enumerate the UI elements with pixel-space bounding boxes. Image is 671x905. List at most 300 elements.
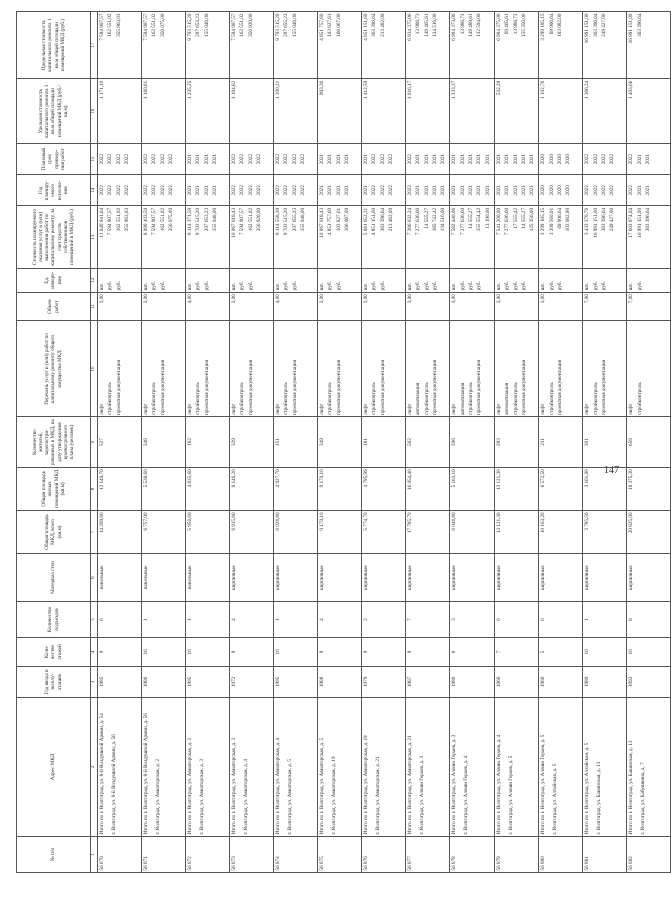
row-years-line: 2021 xyxy=(512,185,519,196)
row-years-line: 2022 xyxy=(159,185,166,196)
row-deadlines-line: 2021 xyxy=(423,153,430,165)
row-number: 56 874 xyxy=(274,837,318,873)
column-index-cell: 5 xyxy=(91,602,98,638)
row-works-line: стройконтроль xyxy=(548,382,555,415)
row-works-line: проектная документация xyxy=(601,359,608,415)
row-max-costs-line: 6 904 375,06 xyxy=(495,13,502,41)
row-works-line: стройконтроль xyxy=(371,382,378,415)
row-costs-line: 14 555,27 xyxy=(520,207,527,229)
row-units-line: руб. xyxy=(504,281,511,291)
row-deadlines xyxy=(627,144,671,175)
row-years xyxy=(450,175,494,206)
row-costs-line: 5 061 652,21 xyxy=(363,207,369,236)
row-year: 1979 xyxy=(362,666,406,697)
row-deadlines-line: 2022 xyxy=(283,153,290,165)
row-years-line: 2021 xyxy=(636,185,643,196)
row-years xyxy=(318,175,362,206)
row-living-area: 5 538,60 xyxy=(142,467,186,510)
row-works xyxy=(318,321,362,417)
row-floors: 9 xyxy=(230,638,274,667)
row-works-line: лифт xyxy=(143,403,149,415)
row-total-area: 20 825,00 xyxy=(627,510,671,553)
row-max-costs-line: 162 551,02 xyxy=(107,13,114,37)
row-units-line: руб. xyxy=(636,281,643,291)
row-years-line: 2021 xyxy=(529,185,536,196)
row-works-line: лифт xyxy=(363,403,369,415)
row-costs-line: 7 277 636,60 xyxy=(459,207,466,236)
row-costs-line: 7 277 636,60 xyxy=(504,207,511,236)
row-living-area: 3 161,00 xyxy=(583,467,627,510)
column-index-cell: 7 xyxy=(91,510,98,553)
row-max-costs-line: 4 851 151,60 xyxy=(363,13,369,41)
row-volume: 3,00 xyxy=(406,292,450,321)
address-line: Итого по г. Волгоград, ул. Бакинская, д. 13 xyxy=(628,740,635,835)
row-deadlines-line: 2020 xyxy=(565,153,572,165)
row-years-line: 2022 xyxy=(247,185,254,196)
row-living-area: 16 054,40 xyxy=(406,467,450,510)
row-year: 1989 xyxy=(583,666,627,697)
address-line: г. Волгоград, ул. Алтайская, д. 5 xyxy=(552,763,559,835)
row-unit-cost: 1 300,21 xyxy=(274,79,318,144)
row-units xyxy=(98,268,142,292)
row-deadlines-line: 2022 xyxy=(291,153,298,165)
row-deadlines-line: 2021 xyxy=(319,153,325,165)
row-deadlines-line: 2021 xyxy=(484,153,491,165)
row-works-line: проектная документация xyxy=(379,359,386,415)
row-years-line: 2022 xyxy=(371,185,378,196)
row-unit-cost: 1 016,17 xyxy=(406,79,450,144)
header-year-deadline: Плановый срок проведе-ния работ xyxy=(17,144,91,175)
row-works-line: лифт xyxy=(99,403,105,415)
row-max-costs xyxy=(274,12,318,79)
row-costs xyxy=(230,206,274,268)
address-line: Итого по г. Волгоград, ул. 8-й Воздушной Армии, д. 56 xyxy=(143,713,149,835)
row-deadlines-line: 2021 xyxy=(451,153,458,165)
row-max-costs xyxy=(98,12,142,79)
row-works-line: лифт xyxy=(187,403,193,415)
row-deadlines-line: 2022 xyxy=(601,153,608,165)
row-max-costs-line: 363 396,64 xyxy=(371,13,378,37)
row-costs xyxy=(539,206,583,268)
address-line: г. Волгоград, ул. Авиаторская, д. 19 xyxy=(331,756,337,835)
row-wall-material: панельные xyxy=(186,554,230,602)
row-max-costs xyxy=(539,12,583,79)
row-units xyxy=(406,268,450,292)
row-deadlines-line: 2021 xyxy=(440,153,447,165)
row-years xyxy=(98,175,142,206)
row-years-line: 2021 xyxy=(363,185,369,196)
row-max-costs-line: 355 963,03 xyxy=(115,13,122,37)
row-address xyxy=(142,697,186,836)
row-max-costs-line: 363 396,64 xyxy=(636,13,643,37)
row-costs xyxy=(98,206,142,268)
row-deadlines-line: 2022 xyxy=(151,153,158,165)
row-entrances: 4 xyxy=(318,602,362,638)
row-year: 1972 xyxy=(230,666,274,697)
row-address xyxy=(494,697,538,836)
row-residents: 329 xyxy=(230,417,274,467)
row-wall-material: кирпичные xyxy=(450,554,494,602)
row-deadlines xyxy=(539,144,583,175)
row-works-line: стройконтроль xyxy=(283,382,290,415)
address-line: Итого по г. Волгоград, ул. Алеши Гераев, д. 4 xyxy=(495,734,502,835)
row-years-line: 2022 xyxy=(601,185,608,196)
row-works-line: стройконтроль xyxy=(423,382,430,415)
row-deadlines-line: 2022 xyxy=(239,153,246,165)
row-living-area: 5 163,10 xyxy=(450,467,494,510)
row-deadlines-line: 2021 xyxy=(468,153,475,165)
row-wall-material: кирпичные xyxy=(230,554,274,602)
row-deadlines-line: 2020 xyxy=(548,153,555,165)
row-wall-material: кирпичные xyxy=(274,554,318,602)
row-deadlines-line: 2021 xyxy=(529,153,536,165)
address-line: Итого по г. Волгоград, ул. Авиаторская, д. 4 xyxy=(275,737,281,835)
row-units-line: руб. xyxy=(371,281,378,291)
row-years-line: 2021 xyxy=(645,185,652,196)
row-living-area: 18 375,30 xyxy=(627,467,671,510)
row-deadlines-line: 2021 xyxy=(211,153,218,165)
row-units-line: руб. xyxy=(601,281,608,291)
row-works-line: проектная документация xyxy=(431,359,438,415)
row-units-line: руб. xyxy=(459,281,466,291)
row-costs-line: 17 603 974,64 xyxy=(628,207,635,238)
row-address xyxy=(627,697,671,836)
row-units-line: руб. xyxy=(335,281,342,291)
row-costs-line: 13 040 941,64 xyxy=(99,207,105,238)
header-unit: Ед. измере-ния xyxy=(17,268,91,292)
address-line: г. Волгоград, ул. 8-й Воздушной Армии, д. 56 xyxy=(111,734,117,835)
row-years-line: 2022 xyxy=(231,185,237,196)
row-deadlines-line: 2022 xyxy=(123,153,130,165)
row-years-line: 2022 xyxy=(407,185,413,196)
row-costs-line: 207 655,23 xyxy=(291,207,298,232)
row-max-costs-line: 103 827,61 xyxy=(327,13,334,37)
address-line: г. Волгоград, ул. Авиаторская, д. 2 xyxy=(155,759,161,835)
row-works-line: автоматизация xyxy=(504,382,511,415)
row-works xyxy=(406,321,450,417)
row-unit-cost: 1 171,10 xyxy=(98,79,142,144)
row-max-costs-line: 363 396,64 xyxy=(592,13,599,37)
row-works xyxy=(274,321,318,417)
row-max-costs-line: 132 594,00 xyxy=(476,13,483,37)
row-costs-line: 355 963,03 xyxy=(123,207,130,232)
row-max-costs-line: 249 427,00 xyxy=(601,13,608,37)
row-entrances: 2 xyxy=(362,602,406,638)
header-cost: Стоимость планируемого оказания услуг и (или) выполнения работ по капитальному ремонту, за счет средств собственников помещений в МКД (руб.) xyxy=(17,206,91,268)
row-works-line: лифт xyxy=(451,403,458,415)
row-max-costs-line: 9 703 515,20 xyxy=(187,13,193,41)
row-entrances: 4 xyxy=(230,602,274,638)
row-living-area: 4 927,70 xyxy=(274,467,318,510)
address-line: Итого по г. Волгоград, ул. Алеши Гераев, д. 3 xyxy=(451,734,458,835)
row-works xyxy=(494,321,538,417)
row-years-line: 2022 xyxy=(592,185,599,196)
column-index-cell: 14 xyxy=(91,175,98,206)
row-max-costs-line: 16 991 151,00 xyxy=(628,13,635,44)
row-costs-line: 3 299 185,15 xyxy=(540,207,547,236)
row-years xyxy=(274,175,318,206)
row-costs-line: 14 555,27 xyxy=(423,207,430,229)
row-floors: 16 xyxy=(627,638,671,667)
row-wall-material: панельные xyxy=(98,554,142,602)
row-costs-line: 363 396,64 xyxy=(379,207,386,232)
row-deadlines xyxy=(450,144,494,175)
row-deadlines xyxy=(362,144,406,175)
row-units-line: руб. xyxy=(379,281,386,291)
row-costs xyxy=(186,206,230,268)
row-years-line: 2022 xyxy=(167,185,174,196)
row-years-line: 2021 xyxy=(327,185,334,196)
row-max-costs-line: 13 988,73 xyxy=(512,13,519,35)
row-units-line: руб. xyxy=(592,281,599,291)
row-deadlines-line: 2021 xyxy=(459,153,466,165)
row-units-line: шт. xyxy=(495,283,502,291)
row-unit-cost: 1 235,25 xyxy=(186,79,230,144)
row-year: 1986 xyxy=(142,666,186,697)
row-deadlines-line: 2022 xyxy=(371,153,378,165)
row-deadlines-line: 2021 xyxy=(476,153,483,165)
row-costs-line: 7 582 440,06 xyxy=(451,207,458,236)
row-years-line: 2020 xyxy=(557,185,564,196)
row-deadlines-line: 2020 xyxy=(540,153,547,165)
row-volume: 2,00 xyxy=(230,292,274,321)
row-residents: 211 xyxy=(539,417,583,467)
row-total-area: 5 774,70 xyxy=(362,510,406,553)
row-deadlines-line: 2022 xyxy=(143,153,149,165)
row-works-line: проектная документация xyxy=(203,359,210,415)
row-number: 56 875 xyxy=(318,837,362,873)
row-deadlines-line: 2022 xyxy=(231,153,237,165)
row-years-line: 2022 xyxy=(283,185,290,196)
row-years-line: 2021 xyxy=(451,185,458,196)
row-costs-line: 14 555,27 xyxy=(468,207,475,229)
row-deadlines-line: 2022 xyxy=(387,153,394,165)
row-units-line: руб. xyxy=(520,281,527,291)
row-costs-line: 356 920,00 xyxy=(255,207,262,232)
row-deadlines-line: 2022 xyxy=(159,153,166,165)
row-years-line: 2022 xyxy=(291,185,298,196)
row-wall-material: кирпичные xyxy=(406,554,450,602)
row-max-costs-line: 7 594 907,57 xyxy=(143,13,149,41)
repair-plan-table xyxy=(16,11,671,873)
row-costs-line: 125 356,00 xyxy=(529,207,536,232)
row-max-costs-line: 13 988,73 xyxy=(415,13,422,35)
row-years-line: 2022 xyxy=(143,185,149,196)
row-deadlines-line: 2020 xyxy=(557,153,564,165)
row-works-line: стройконтроль xyxy=(512,382,519,415)
row-years-line: 2022 xyxy=(115,185,122,196)
row-years-line: 2021 xyxy=(459,185,466,196)
header-max-cost: Предельная стоимость капитального ремонта 1 кв.м общей площади помещений МКД (руб.) xyxy=(17,12,91,79)
row-years-line: 2021 xyxy=(431,185,438,196)
row-max-costs xyxy=(627,12,671,79)
row-costs-line: 7 594 907,57 xyxy=(151,207,158,236)
row-years-line: 2021 xyxy=(423,185,430,196)
row-works-line: лифт xyxy=(231,403,237,415)
column-index-cell: 4 xyxy=(91,638,98,667)
row-max-costs-line: 356 920,00 xyxy=(247,13,254,37)
row-max-costs-line: 4 851 757,60 xyxy=(319,13,325,41)
row-entrances: 1 xyxy=(583,602,627,638)
row-volume: 3,00 xyxy=(450,292,494,321)
header-volume: Объем работ xyxy=(17,292,91,321)
row-works-line: лифт xyxy=(407,403,413,415)
row-deadlines xyxy=(318,144,362,175)
row-residents: 562 xyxy=(406,417,450,467)
row-volume: 2,00 xyxy=(362,292,406,321)
row-floors: 16 xyxy=(274,638,318,667)
row-year: 1995 xyxy=(186,666,230,697)
row-years-line: 2022 xyxy=(99,185,105,196)
row-units-line: шт. xyxy=(99,283,105,291)
table-row xyxy=(627,12,671,873)
row-works-line: стройконтроль xyxy=(107,382,114,415)
row-costs xyxy=(450,206,494,268)
row-max-costs xyxy=(186,12,230,79)
header-row xyxy=(17,12,91,873)
table-row xyxy=(318,12,362,873)
row-number: 56 870 xyxy=(98,837,142,873)
row-works xyxy=(627,321,671,417)
address-line: г. Волгоград, ул. Бабушкина, д. 7 xyxy=(640,762,647,835)
address-line: Итого по г. Волгоград, ул. Авиаторская, д. 19 xyxy=(363,735,369,835)
header-works-list: Перечень услуг и (или) работ по капитальному ремонту общего имущества МКД xyxy=(17,321,91,417)
header-num: № п/п xyxy=(17,837,91,873)
row-years xyxy=(627,175,671,206)
row-costs-line: 9 703 515,20 xyxy=(195,207,202,236)
row-volume: 4,00 xyxy=(274,292,318,321)
row-years-line: 2020 xyxy=(565,185,572,196)
row-floors: 16 xyxy=(186,638,230,667)
row-deadlines-line: 2022 xyxy=(247,153,254,165)
row-deadlines-line: 2021 xyxy=(187,153,193,165)
row-units-line: шт. xyxy=(143,283,149,291)
header-wall-material: Материал стен xyxy=(17,554,91,602)
row-years-line: 2022 xyxy=(151,185,158,196)
row-years-line: 2022 xyxy=(628,185,635,196)
column-index-cell: 15 xyxy=(91,144,98,175)
row-entrances: 1 xyxy=(186,602,230,638)
row-years-line: 2021 xyxy=(520,185,527,196)
column-index-cell: 10 xyxy=(91,321,98,417)
page-number: 147 xyxy=(604,465,619,476)
row-works-line: проектная документация xyxy=(247,359,254,415)
row-works-line: лифт xyxy=(495,403,502,415)
row-years-line: 2021 xyxy=(211,185,218,196)
row-works xyxy=(362,321,406,417)
row-units-line: руб. xyxy=(476,281,483,291)
column-index-cell: 1 xyxy=(91,837,98,873)
row-max-costs xyxy=(362,12,406,79)
row-volume: 1,00 xyxy=(539,292,583,321)
row-costs-line: 4 851 757,60 xyxy=(327,207,334,236)
row-costs-line: 155 048,00 xyxy=(211,207,218,232)
row-costs-line: 363 396,64 xyxy=(601,207,608,232)
row-residents: 181 xyxy=(362,417,406,467)
row-costs xyxy=(627,206,671,268)
row-entrances: 8 xyxy=(627,602,671,638)
row-unit-cost: 1 412,59 xyxy=(362,79,406,144)
row-costs-line: 7 541 200,00 xyxy=(495,207,502,236)
table-row xyxy=(494,12,538,873)
row-years xyxy=(406,175,450,206)
address-line: Итого по г. Волгоград, ул. 8-й Воздушной Армии, д. 54 xyxy=(99,713,105,835)
row-costs-line: 249 427,00 xyxy=(609,207,616,232)
row-years-line: 2021 xyxy=(468,185,475,196)
row-wall-material: кирпичные xyxy=(362,554,406,602)
column-index-cell: 17 xyxy=(91,12,98,79)
row-works xyxy=(450,321,494,417)
row-costs-line: 103 827,61 xyxy=(335,207,342,232)
row-living-area: 8 146,20 xyxy=(230,467,274,510)
table-row xyxy=(539,12,583,873)
row-deadlines-line: 2021 xyxy=(512,153,519,165)
row-costs-line: 213 482,00 xyxy=(387,207,394,232)
row-total-area: 6 046,80 xyxy=(450,510,494,553)
header-year-plan: Год планиру-емого исполне-ния xyxy=(17,175,91,206)
row-costs xyxy=(406,206,450,268)
header-residents: Количество жителей, зарегистри-рованных в МКД, на дату утверждения краткосрочного плана (человек) xyxy=(17,417,91,467)
address-line: г. Волгоград, ул. Алеши Гераев, д. 4 xyxy=(463,755,470,835)
row-deadlines-line: 2022 xyxy=(167,153,174,165)
row-max-costs-line: 13 988,73 xyxy=(459,13,466,35)
row-number: 56 877 xyxy=(406,837,450,873)
header-entrances: Количество подъездов xyxy=(17,602,91,638)
row-total-area: 5 956,60 xyxy=(186,510,230,553)
row-deadlines xyxy=(186,144,230,175)
row-units-line: руб. xyxy=(423,281,430,291)
row-years-line: 2021 xyxy=(195,185,202,196)
address-line: Итого по г. Волгоград, ул. Авиаторская, д. 2 xyxy=(187,737,193,835)
row-wall-material: панельные xyxy=(142,554,186,602)
row-residents: 151 xyxy=(274,417,318,467)
row-units-line: шт. xyxy=(407,283,413,291)
row-years-line: 2021 xyxy=(335,185,342,196)
row-works xyxy=(583,321,627,417)
row-costs-line: 13 190,00 xyxy=(484,207,491,229)
row-costs-line: 155 048,00 xyxy=(299,207,306,232)
address-line: г. Волгоград, ул. Авиаторская, д. 21 xyxy=(375,756,381,835)
row-deadlines xyxy=(406,144,450,175)
row-living-area: 9 170,10 xyxy=(318,467,362,510)
row-max-costs xyxy=(583,12,627,79)
row-units-line: руб. xyxy=(548,281,555,291)
row-units-line: шт. xyxy=(628,283,635,291)
header-address: Адрес МКД xyxy=(17,697,91,836)
row-deadlines-line: 2022 xyxy=(255,153,262,165)
row-max-costs xyxy=(318,12,362,79)
row-costs xyxy=(494,206,538,268)
row-unit-cost: 532,29 xyxy=(494,79,538,144)
address-line: г. Волгоград, ул. Алеши Гераев, д. 5 xyxy=(507,755,514,835)
row-max-costs-line: 356 075,00 xyxy=(159,13,166,37)
row-deadlines-line: 2022 xyxy=(299,153,306,165)
row-costs-line: 7 277 636,60 xyxy=(415,207,422,236)
row-costs-line: 103 082,00 xyxy=(565,207,572,232)
row-units-line: руб. xyxy=(151,281,158,291)
row-number: 56 881 xyxy=(583,837,627,873)
row-years xyxy=(230,175,274,206)
row-residents: 182 xyxy=(186,417,230,467)
row-units xyxy=(494,268,538,292)
row-years-line: 2021 xyxy=(484,185,491,196)
row-works-line: лифт xyxy=(275,403,281,415)
row-volume: 2,00 xyxy=(142,292,186,321)
row-max-costs-line: 155 048,00 xyxy=(291,13,298,37)
row-total-area: 17 785,70 xyxy=(406,510,450,553)
row-years-line: 2022 xyxy=(299,185,306,196)
row-entrances: 1 xyxy=(142,602,186,638)
